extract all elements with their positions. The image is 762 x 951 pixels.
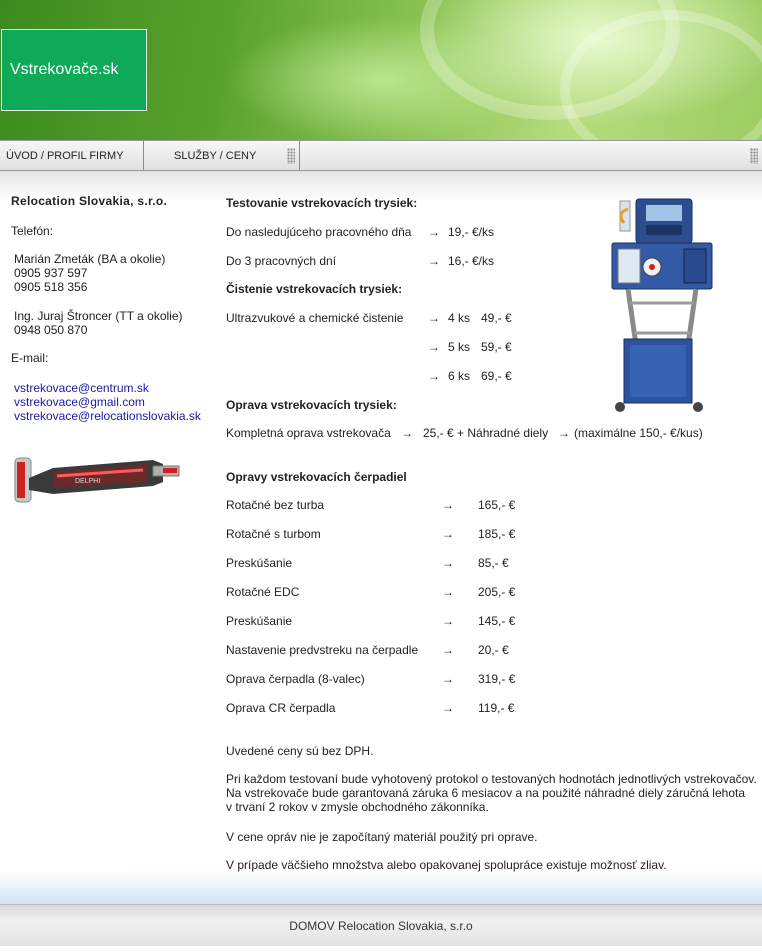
note-line: Pri každom testovaní bude vyhotovený protokol o testovaných hodnotách jednotlivých vstrekovačov. — [226, 772, 757, 786]
site-logo[interactable] — [1, 29, 147, 111]
repair-row — [226, 426, 391, 440]
pump-price-value: 119,- € — [478, 701, 515, 715]
arrow-icon: → — [558, 426, 570, 440]
arrow-icon: → — [442, 614, 454, 628]
contact-phone: 0948 050 870 — [14, 323, 88, 337]
footer-text[interactable]: DOMOV Relocation Slovakia, s.r.o — [289, 918, 473, 933]
nav-item-about[interactable] — [0, 141, 144, 170]
email-link[interactable]: vstrekovace@gmail.com — [14, 395, 145, 409]
delphi-injector-image — [13, 448, 183, 514]
nav-item-services[interactable] — [144, 141, 300, 170]
pump-service-label: Nastavenie predvstreku na čerpadle — [226, 643, 419, 657]
contact-phone: 0905 937 597 — [14, 266, 88, 280]
contact-block — [11, 252, 216, 294]
pump-service-label: Oprava čerpadla (8-valec) — [226, 672, 365, 686]
injector-brand-label: DELPHI — [75, 478, 101, 485]
arrow-icon: → — [442, 498, 454, 512]
pump-price-value: 165,- € — [478, 498, 516, 512]
footer — [0, 904, 762, 946]
nav-empty-section — [300, 141, 762, 170]
section-heading-cleaning: Čistenie vstrekovacích trysiek: — [226, 282, 403, 296]
section-heading-pumps: Opravy vstrekovacích čerpadiel — [226, 470, 407, 484]
section-heading-testing: Testovanie vstrekovacích trysiek: — [226, 196, 418, 210]
price-row — [226, 254, 336, 268]
company-name: Relocation Slovakia, s.r.o. — [11, 194, 168, 208]
service-label: Kompletná oprava vstrekovača — [226, 426, 391, 440]
note-discount: V prípade väčšieho množstva alebo opakovanej spolupráce existuje možnosť zliav. — [226, 858, 667, 872]
arrow-icon: → — [442, 585, 454, 599]
pump-price-value: 319,- € — [478, 672, 516, 686]
pump-price-value: 20,- € — [478, 643, 509, 657]
price-row — [226, 225, 411, 239]
quantity-value: 5 ks — [448, 340, 471, 354]
note-vat: Uvedené ceny sú bez DPH. — [226, 744, 374, 758]
pump-service-label: Preskúšanie — [226, 614, 293, 628]
price-value: 69,- € — [481, 369, 512, 383]
arrow-icon: → — [442, 701, 454, 715]
injector-test-bench-image — [606, 193, 718, 417]
pump-service-label: Rotačné s turbom — [226, 527, 321, 541]
pump-price-value: 145,- € — [478, 614, 516, 628]
contact-name: Marián Zmeták (BA a okolie) — [14, 252, 166, 266]
email-list — [11, 381, 216, 423]
note-protocol — [226, 772, 762, 814]
email-link[interactable]: vstrekovace@relocationslovakia.sk — [14, 409, 201, 423]
grip-icon — [287, 148, 295, 164]
arrow-icon: → — [442, 527, 454, 541]
contact-sidebar — [11, 194, 216, 423]
note-material: V cene opráv nie je započítaný materiál použitý pri oprave. — [226, 830, 538, 844]
email-label: E-mail: — [11, 351, 49, 365]
service-label: Do 3 pracovných dní — [226, 254, 337, 268]
price-value: 49,- € — [481, 311, 512, 325]
arrow-icon: → — [442, 672, 454, 686]
pump-service-label: Preskúšanie — [226, 556, 293, 570]
price-value: 19,- €/ks — [448, 225, 495, 239]
arrow-icon: → — [442, 643, 454, 657]
arrow-icon: → — [442, 556, 454, 570]
grip-icon — [750, 148, 758, 164]
note-line: Na vstrekovače bude garantovaná záruka 6 mesiacov a na použité náhradné diely záručná lehota — [226, 786, 745, 800]
phone-label: Telefón: — [11, 224, 54, 238]
footer-fade — [0, 872, 762, 904]
pump-service-label: Oprava CR čerpadla — [226, 701, 336, 715]
contact-phone: 0905 518 356 — [14, 280, 88, 294]
price-value: 25,- € + Náhradné diely — [423, 426, 549, 440]
nav-item-label: ÚVOD / PROFIL FIRMY — [6, 149, 124, 162]
section-heading-repair: Oprava vstrekovacích trysiek: — [226, 398, 397, 412]
main-navigation — [0, 140, 762, 171]
note-line: v trvaní 2 rokov v zmysle obchodného zákonníka. — [226, 800, 489, 814]
price-value: 59,- € — [481, 340, 512, 354]
arrow-icon: → — [401, 426, 413, 440]
nav-item-label: SLUŽBY / CENY — [174, 149, 257, 162]
pump-price-value: 205,- € — [478, 585, 516, 599]
pump-service-label: Rotačné bez turba — [226, 498, 325, 512]
service-label: Ultrazvukové a chemické čistenie — [226, 311, 404, 325]
arrow-icon: → — [428, 311, 440, 325]
logo-text: Vstrekovače.sk — [10, 61, 119, 78]
contact-block — [11, 309, 216, 337]
pump-price-value: 185,- € — [478, 527, 516, 541]
price-max-note: (maximálne 150,- €/kus) — [574, 426, 703, 440]
quantity-value: 6 ks — [448, 369, 471, 383]
service-label: Do nasledujúceho pracovného dňa — [226, 225, 412, 239]
arrow-icon: → — [428, 369, 440, 383]
email-link[interactable]: vstrekovace@centrum.sk — [14, 381, 149, 395]
arrow-icon: → — [428, 340, 440, 354]
pump-service-label: Rotačné EDC — [226, 585, 300, 599]
price-value: 16,- €/ks — [448, 254, 495, 268]
contact-name: Ing. Juraj Štroncer (TT a okolie) — [14, 309, 183, 323]
arrow-icon: → — [428, 225, 440, 239]
header-banner — [0, 0, 762, 140]
quantity-value: 4 ks — [448, 311, 471, 325]
pump-price-value: 85,- € — [478, 556, 509, 570]
arrow-icon: → — [428, 254, 440, 268]
